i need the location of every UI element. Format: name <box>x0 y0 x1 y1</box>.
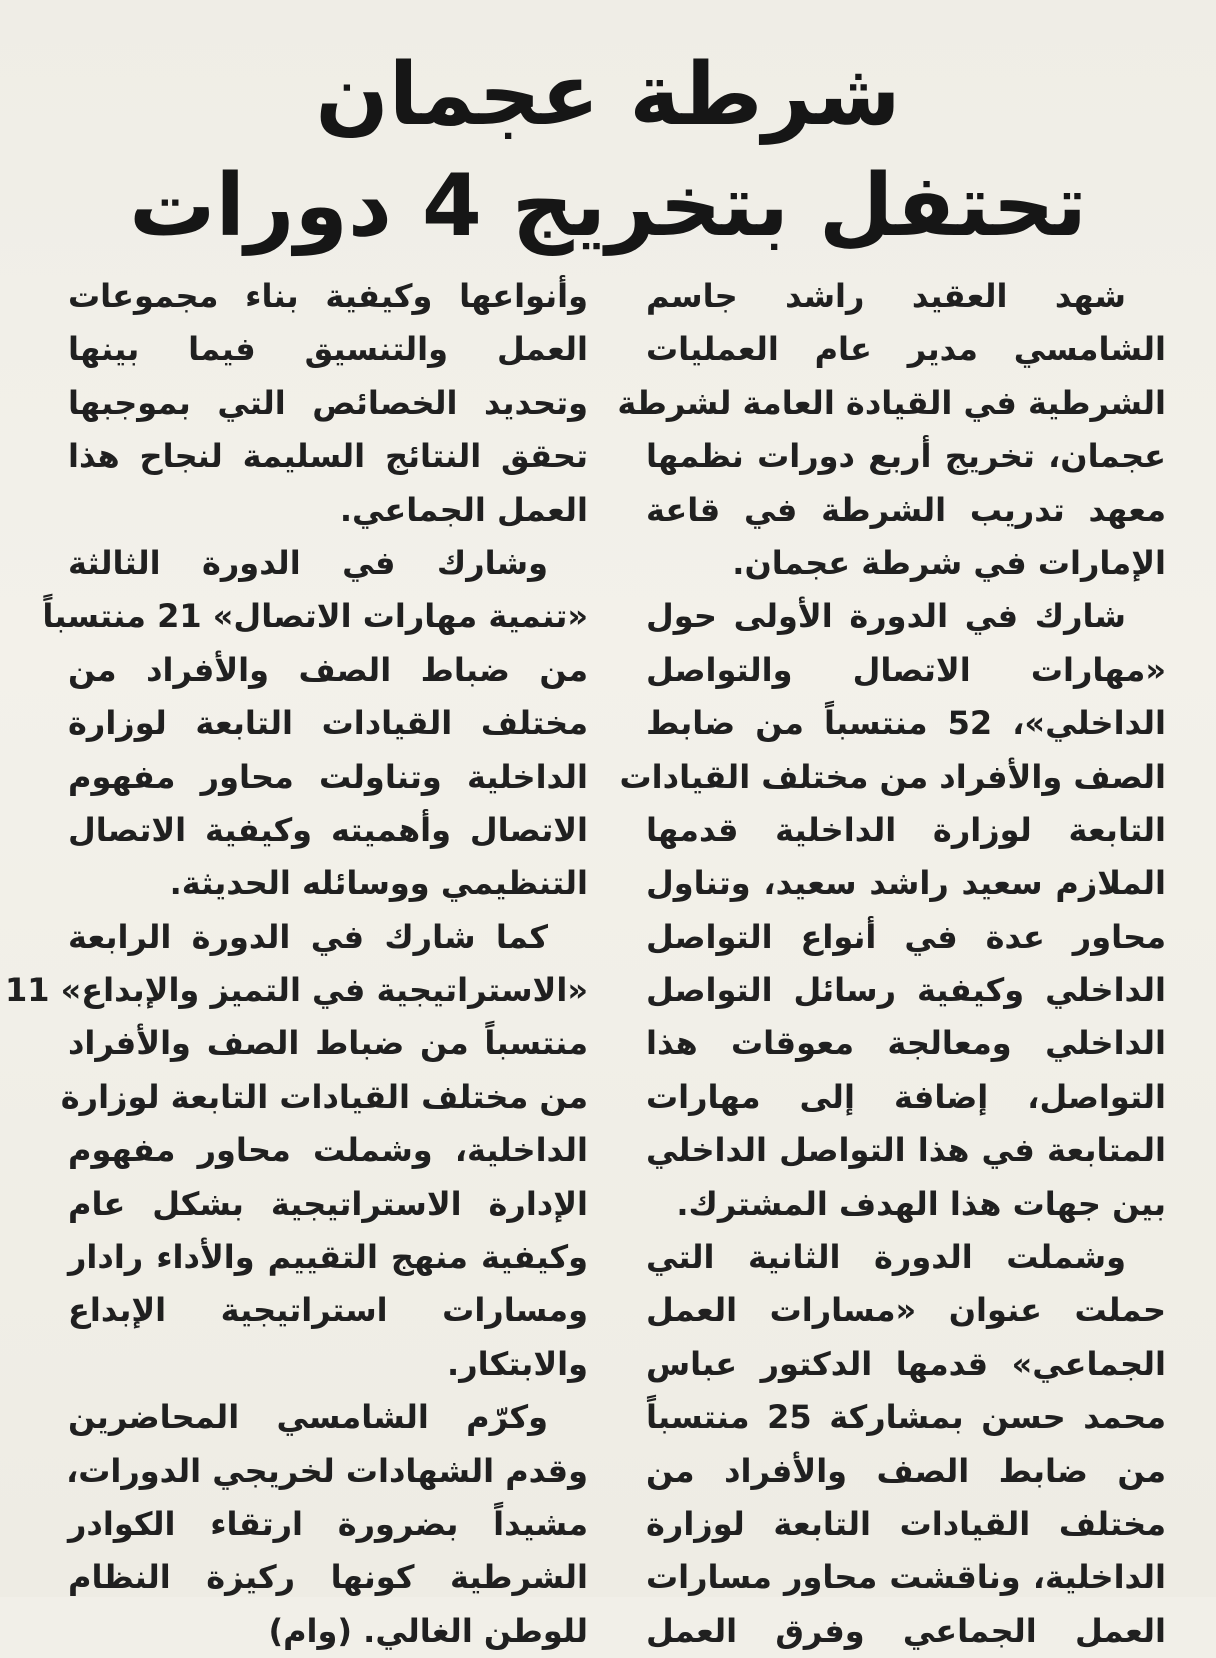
text-line: وشارك في الدورة الثالثة <box>68 543 548 582</box>
headline <box>60 40 1156 262</box>
text-line: «مهارات الاتصال والتواصل <box>646 650 1166 689</box>
text-line: الشرطية كونها ركيزة النظام <box>68 1558 588 1597</box>
text-line: شارك في الدورة الأولى حول <box>646 597 1126 636</box>
text-line: الجماعي» قدمها الدكتور عباس <box>646 1344 1166 1383</box>
text-line: محاور عدة في أنواع التواصل <box>646 917 1166 956</box>
text-line: للوطن الغالي. (وام) <box>268 1611 588 1650</box>
text-line: الداخلية، وشملت محاور مفهوم <box>68 1131 588 1170</box>
text-line: بين جهات هذا الهدف المشترك. <box>676 1184 1166 1223</box>
text-line: حملت عنوان «مسارات العمل <box>646 1291 1166 1330</box>
text-line: تحقق النتائج السليمة لنجاح هذا <box>68 437 588 476</box>
text-line: الشامسي مدير عام العمليات <box>646 330 1166 369</box>
text-line: العمل والتنسيق فيما بينها <box>68 330 588 369</box>
text-line: الداخلي»، 52 منتسباً من ضابط <box>646 704 1167 743</box>
headline-line-2: تحتفل بتخريج 4 دورات <box>129 156 1087 256</box>
text-line: العمل الجماعي. <box>339 490 588 529</box>
text-line: الداخلية، وناقشت محاور مسارات <box>646 1558 1166 1597</box>
text-line: ومسارات استراتيجية الإبداع <box>68 1291 588 1330</box>
text-line: الشرطية في القيادة العامة لشرطة <box>617 383 1166 422</box>
text-line: الداخلي وكيفية رسائل التواصل <box>646 971 1166 1010</box>
text-line: «الاستراتيجية في التميز والإبداع» 11 <box>4 971 588 1010</box>
text-line: معهد تدريب الشرطة في قاعة <box>646 490 1166 529</box>
text-line: «تنمية مهارات الاتصال» 21 منتسباً <box>42 597 588 636</box>
text-line: وأنواعها وكيفية بناء مجموعات <box>68 277 588 315</box>
text-line: الصف والأفراد من مختلف القيادات <box>619 757 1166 796</box>
column-gutter <box>598 290 599 1540</box>
text-line: من ضباط الصف والأفراد من <box>68 650 588 689</box>
article-column-right <box>617 270 1167 1658</box>
text-line: وشملت الدورة الثانية التي <box>646 1238 1126 1277</box>
text-line: وتحديد الخصائص التي بموجبها <box>68 383 588 422</box>
text-line: من مختلف القيادات التابعة لوزارة <box>60 1077 588 1116</box>
text-line: محمد حسن بمشاركة 25 منتسباً <box>646 1398 1167 1437</box>
text-line: منتسباً من ضباط الصف والأفراد <box>68 1024 588 1063</box>
text-line: مختلف القيادات التابعة لوزارة <box>68 704 588 743</box>
text-line: الاتصال وأهميته وكيفية الاتصال <box>68 810 588 849</box>
text-line: الملازم سعيد راشد سعيد، وتناول <box>646 864 1166 903</box>
text-line: التواصل، إضافة إلى مهارات <box>646 1077 1166 1116</box>
text-line: عجمان، تخريج أربع دورات نظمها <box>646 437 1166 476</box>
text-line: مختلف القيادات التابعة لوزارة <box>646 1504 1166 1543</box>
text-line: العمل الجماعي وفرق العمل <box>646 1611 1166 1650</box>
text-line: الداخلية وتناولت محاور مفهوم <box>68 757 588 796</box>
text-line: من ضابط الصف والأفراد من <box>646 1451 1166 1490</box>
text-line: الإمارات في شرطة عجمان. <box>732 543 1166 582</box>
text-line: مشيداً بضرورة ارتقاء الكوادر <box>68 1504 588 1543</box>
text-line: شهد العقيد راشد جاسم <box>646 277 1126 315</box>
headline-line-1: شرطة عجمان <box>315 45 901 145</box>
text-line: التنظيمي ووسائله الحديثة. <box>169 864 588 903</box>
text-line: الداخلي ومعالجة معوقات هذا <box>646 1024 1166 1063</box>
text-line: المتابعة في هذا التواصل الداخلي <box>646 1131 1166 1170</box>
text-line: كما شارك في الدورة الرابعة <box>68 917 548 956</box>
text-line: والابتكار. <box>447 1344 588 1383</box>
text-line: وقدم الشهادات لخريجي الدورات، <box>66 1451 588 1490</box>
text-line: الإدارة الاستراتيجية بشكل عام <box>68 1184 588 1223</box>
text-line: وكرّم الشامسي المحاضرين <box>68 1398 548 1437</box>
article-column-left <box>4 270 588 1658</box>
text-line: وكيفية منهج التقييم والأداء رادار <box>68 1238 588 1277</box>
text-line: التابعة لوزارة الداخلية قدمها <box>646 810 1166 849</box>
